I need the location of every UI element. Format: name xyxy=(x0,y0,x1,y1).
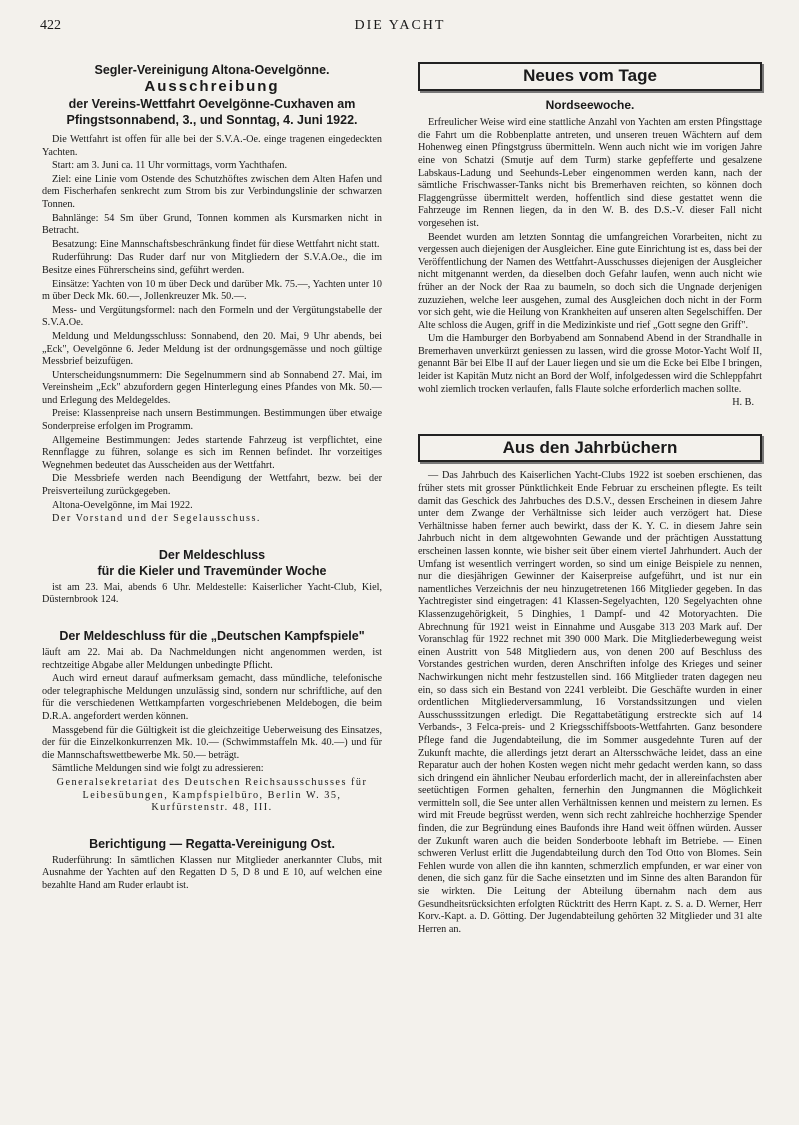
paragraph: Start: am 3. Juni ca. 11 Uhr vormittags, vorm Yachthafen. xyxy=(52,160,288,172)
paragraph: Erfreulicher Weise wird eine stattliche Anzahl von Yachten am ersten Pfingsttage die Fahrt um die Robbenplatte antreten, und unseren treuen Wächtern auf dem Hohenweg einen Pfingstgruss übermitteln. Wenn auch nicht wie im vorigen Jahre eine von Schatzi (Smutje auf dem Turm) starke gepfefferte und gesalzene Labskaus-Ladung und Seehunds-Leber eingenommen werden kann, nach der sämtliche Frischwasser-Tanks nicht bis Bremerhaven reichten, so können doch Flaggengrüsse übermittelt werden, hoffentlich sind diese gestattet wenn die Fahrzeuge im Rennen liegen, da in den W. B. des D.S.-V. dieser Fall nicht vorgesehen ist. xyxy=(418,117,762,229)
paragraph: Ruderführung: In sämtlichen Klassen nur Mitglieder anerkannter Clubs, mit Ausnahme der Yachten auf den Regatten D 5, D 8 und E 10, auf welchen eine bezahlte Hand am Ruder erlaubt ist. xyxy=(42,854,382,891)
left-column xyxy=(42,62,382,894)
paragraph: Massgebend für die Gültigkeit ist die gleichzeitige Ueberweisung des Einsatzes, der für die Einzelkonkurrenzen Mk. 10.— (Schwimmstaffeln Mk. 40.—) und für die Mannschaftswettbewerbe Mk. 50.— beträgt. xyxy=(42,724,382,761)
paragraph: Unterscheidungsnummern: Die Segelnummern sind ab Sonnabend 27. Mai, im Vereinsheim „Eck" abzufordern gegen Hinterlegung eines Pfandes von Mk. 50.— und Erlegung des Meldegeldes. xyxy=(42,369,382,406)
paragraph: Ruderführung: Das Ruder darf nur von Mitgliedern der S.V.A.Oe., die im Besitze eines Führerscheins sind, geführt werden. xyxy=(42,252,382,276)
address: Generalsekretariat des Deutschen Reichsausschusses für Leibesübungen, Kampfspielbüro, Berlin W. 35, Kurfürstenstr. 48, III. xyxy=(56,776,368,814)
publication-title: DIE YACHT xyxy=(354,18,446,33)
boxed-heading: Neues vom Tage xyxy=(418,62,762,91)
section-subtitle-1: der Vereins-Wettfahrt Oevelgönne-Cuxhaven am xyxy=(68,97,356,111)
page-number: 422 xyxy=(40,18,61,33)
signature: Der Vorstand und der Segelausschuss. xyxy=(52,513,261,525)
paragraph: Meldung und Meldungsschluss: Sonnabend, den 20. Mai, 9 Uhr abends, bei „Eck", Oevelgönne 6. Jeder Meldung ist der ordnungsgemässe und noch gültige Messbrief beizufügen. xyxy=(42,330,382,368)
paragraph: Auch wird erneut darauf aufmerksam gemacht, dass mündliche, telefonische oder telegraphische Meldungen unzulässig sind, sondern nur schriftliche, auf den für die verschiedenen Wettkampfarten vorgeschriebenen Meldebogen, die beim D.R.A. angefordert werden können. xyxy=(42,673,382,722)
dateline: Altona-Oevelgönne, im Mai 1922. xyxy=(52,499,193,511)
paragraph: Die Wettfahrt ist offen für alle bei der S.V.A.-Oe. einge tragenen eingedeckten Yachten. xyxy=(42,134,382,158)
section-title: Ausschreibung xyxy=(144,78,280,95)
paragraph: Allgemeine Bestimmungen: Jedes startende Fahrzeug ist verpflichtet, eine Rennflagge zu führen, solange es sich im Rennen befindet. Ihr vorzeitiges Wegnehmen bedeutet das Ausscheiden aus der Wettfahrt. xyxy=(42,434,382,471)
paragraph: — Das Jahrbuch des Kaiserlichen Yacht-Clubs 1922 ist soeben erschienen, das früher stets mit grosser Pünktlichkeit Ende Februar zu erscheinen pflegte. Es teilt damit das Geschick des Jahrbuches des D.S.V., dessen Erscheinen in diesem Jahre unter dem Zwange der Verhältnisse sich leider auch verzögert hat. Diese Verhältnisse haben ferner auch bewirkt, dass der K. Y. C. in diesem Jahre sein Jahrbuch nicht in dem altgewohnten Gewande und der prächtigen Ausstattung erscheinen lassen konnte, wie bisher seit über einem vierteI Jahrhundert. Auch der Umfang ist wesentlich verringert worden, so sind um einige Beispiele zu nennen, nur die diesjährigen Gewinner der Kaiserpreise aufgeführt, und ist nur ein namentliches Verzeichnis der neu hinzugetretenen 166 Mitglieder gegeben. In das Yachtregister sind eingetragen: 41 Klassen-Segelyachten, 120 Segelyachten ohne Klassenzugehörigkeit, 5 Dinghies, 1 Dampf- und 42 Motoryachten. Die Abrechnung für 1921 weist in Einnahme und Ausgabe 313 203 Mark auf. Der Voranschlag für 1922 rechnet mit 390 000 Mark. Die Mitgliederbewegung weist einen Austritt von 548 Mitgliedern aus, von denen 200 auf Beschluss des Vorstandes gestrichen wurden, deren Anschriften infolge des Krieges und seiner Nachwirkungen nicht mehr festzustellen sind. 166 Mitglieder traten dagegen neu ein, so dass sich ein Bestand von 2241 verbleibt. Die Geschäfte wurden in einer ordentlichen Mitgliederversammlung, 16 Vorstandssitzungen und vielen Ausschusssitzungen erledigt. Die Regattabetätigung erstreckte sich auf 14 Verbands-, 3 Felca-preis- und 2 Kriegsschiffsboots-Wettfahrten. Ganz besondere Pflege fand die Jugendabteilung, die im Sommer ausgedehnte Turen auf der Zukunft machte, die allerdings jetzt derart an Altersschwäche leidet, dass an eine Reparatur auch der hohen Kosten wegen nicht mehr gedacht werden kann, so dass sich dringend ein ähnlicher Neubau erforderlich macht, der in allereinfachsten aber seetüchtigen Formen gehalten, fernerhin den Jungmannen die Möglichkeit vermitteln soll, die See unter allen Verhältnissen kennen und meistern zu lernen. Es wird mit Freude begrüsst werden, wenn sich recht zahlreiche hochherzige Spender finden, die zur Begründung eines Baufonds ihre Hand weit öffnen würden. Ausser der Zukunft waren auch die beiden Sonderboote lebhaft im Betriebe. — Einen schweren Verlust erlitt die Jugendabteilung durch den Tod Otto von Blomes. Sein Fehlen wurde von allen die ihn kannten, schmerzlich empfunden, er war einer von denen, die sich ganz für die Sache einsetzten und im Sinne des alten Barandon für sie wirkten. Die Leitung der Abteilung übernahm nach dem aus Gesundheitsrücksichten erfolgten Rücktritt des Herrn Kapt. z. S. a. D. Werner, Herr Korv.-Kapt. a. D. Götting. Der Jugendabteilung gehörten 32 Mitglieder und 31 alte Herren an. xyxy=(418,470,762,935)
paragraph: ist am 23. Mai, abends 6 Uhr. Meldestelle: Kaiserlicher Yacht-Club, Kiel, Düsternbrook 124. xyxy=(42,581,382,606)
running-head xyxy=(40,18,760,38)
paragraph: Besatzung: Eine Mannschaftsbeschränkung findet für diese Wettfahrt nicht statt. xyxy=(52,238,380,250)
paragraph: Um die Hamburger den Borbyabend am Sonnabend Abend in der Strandhalle in Bremerhaven unverkürzt geniessen zu lassen, wird die grosse Motor-Yacht Wolf II, genannt Bär bei Elbe II auf der Lauer liegen und sie um die Ecke bei Elbe I bringen, leider ist Kapitän Mutz nicht an Bord der Wolf, infolgedessen wird die Schleppfahrt wohl ziemlich trocken verlaufen, falls Flaute solche erforderlich machen sollte. xyxy=(418,333,762,395)
section-title: Berichtigung — Regatta-Vereinigung Ost. xyxy=(89,836,335,851)
paragraph: Mess- und Vergütungsformel: nach den Formeln und der Vergütungstabelle der S.V.A.Oe. xyxy=(42,304,382,329)
right-column xyxy=(418,62,762,937)
paragraph: Preise: Klassenpreise nach unsern Bestimmungen. Bestimmungen über etwaige Sonderpreise erfolgen im Programm. xyxy=(42,408,382,433)
paragraph: Bahnlänge: 54 Sm über Grund, Tonnen kommen als Kursmarken nicht in Betracht. xyxy=(42,212,382,237)
section-subtitle-2: Pfingstsonnabend, 3., und Sonntag, 4. Juni 1922. xyxy=(66,113,358,127)
paragraph: Ziel: eine Linie vom Ostende des Schutzhöftes zwischen dem Alten Hafen und dem Fischerhafen senkrecht zum Strom bis zur Verbindungslinie der schwarzen Tonnen. xyxy=(42,173,382,210)
paragraph: läuft am 22. Mai ab. Da Nachmeldungen nicht angenommen werden, ist rechtzeitige Abgabe aller Meldungen unbedingte Pflicht. xyxy=(42,647,382,671)
section-title: Der Meldeschluss für die „Deutschen Kampfspiele" xyxy=(59,629,365,643)
section-subtitle: für die Kieler und Travemünder Woche xyxy=(97,563,327,578)
boxed-heading: Aus den Jahrbüchern xyxy=(418,434,762,463)
paragraph: Einsätze: Yachten von 10 m über Deck und darüber Mk. 75.—, Yachten unter 10 m über Deck Mk. 60.—, Jollenkreuzer Mk. 50.—. xyxy=(42,278,382,303)
section-org: Segler-Vereinigung Altona-Oevelgönne. xyxy=(94,63,330,77)
signature: H. B. xyxy=(732,397,754,409)
section-title: Der Meldeschluss xyxy=(158,547,266,562)
paragraph: Die Messbriefe werden nach Beendigung der Wettfahrt, bezw. bei der Preisverteilung zurückgegeben. xyxy=(42,473,382,498)
paragraph: Beendet wurden am letzten Sonntag die umfangreichen Vorarbeiten, nicht zu vergessen auch diejenigen der Ausgleicher. Eine gute Einrichtung ist es, dass bei der Veröffentlichung der Namen des Wettfahrt-Ausschusses diejenigen der Ausgleicher nicht mitgenannt werden, da dieselben doch Gefahr laufen, wenn auch nicht wie früher an der Nock der Raa zu baumeln, so doch sich die Ungnade derjenigen zuzuziehen, welche leer ausgehen, zumal des Ausgleichen doch nicht in der Form vor sich geht, wie die Heilung von Krankheiten auf unseren alten Segelschiffen. Der Alte schloss die Augen, griff in die Medizinkiste und rief „Gott segne den Griff". xyxy=(418,231,762,331)
section-subtitle: Nordseewoche. xyxy=(545,97,635,112)
paragraph: Sämtliche Meldungen sind wie folgt zu adressieren: xyxy=(52,763,264,775)
